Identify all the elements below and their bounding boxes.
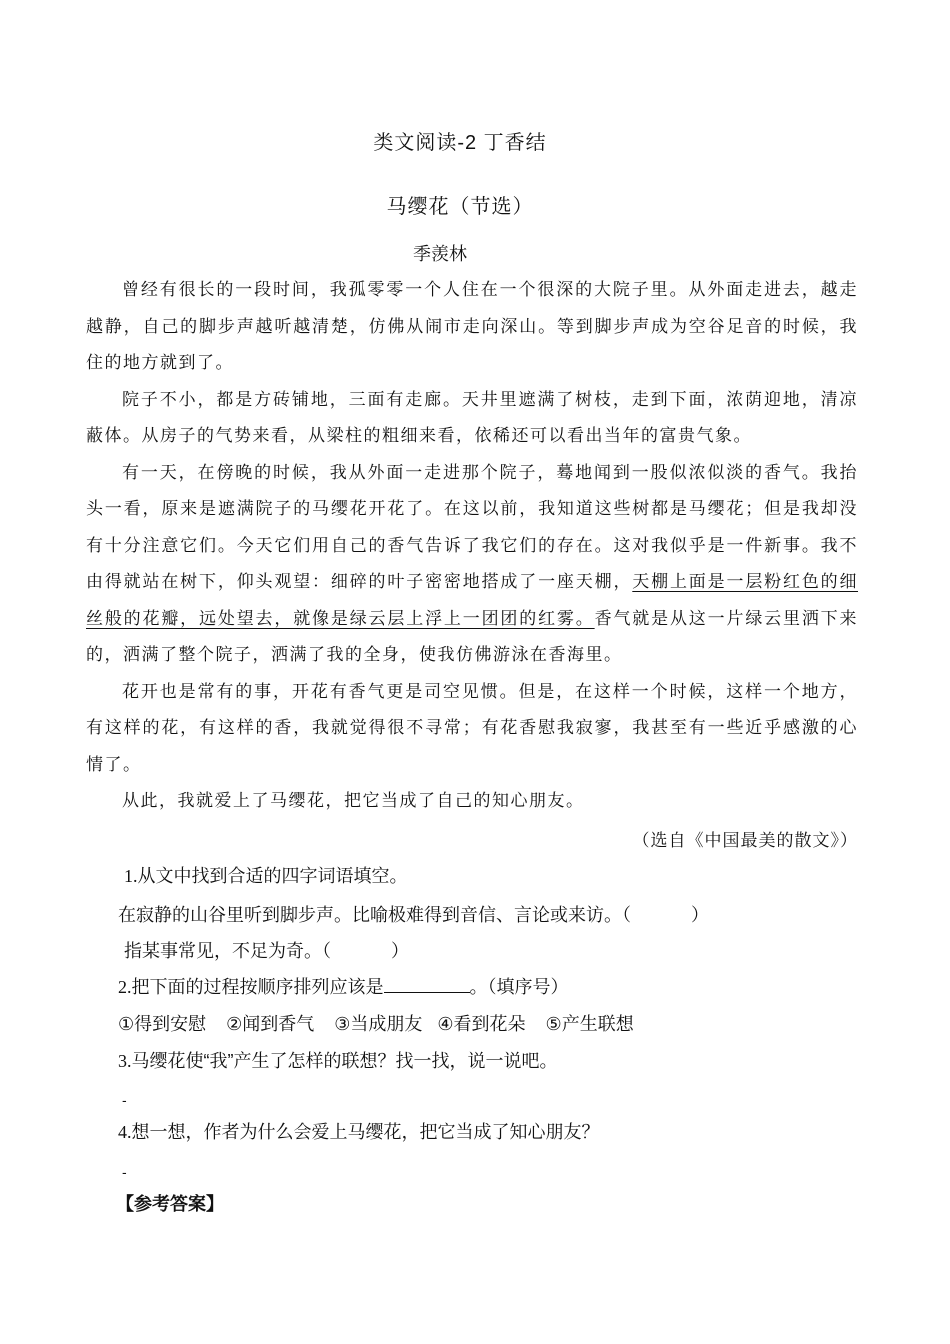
question-number: 2. <box>118 977 132 997</box>
question-2 <box>118 973 569 999</box>
question-text: 。（填序号） <box>469 977 569 997</box>
question-text: 想一想，作者为什么会爱上马缨花，把它当成了知心朋友？ <box>131 1122 600 1142</box>
article-paragraph: 从此，我就爱上了马缨花，把它当成了自己的知心朋友。 <box>122 791 585 810</box>
question-4 <box>118 1118 600 1144</box>
article-paragraph-3 <box>86 455 858 674</box>
paragraph-text: 香气就是从这一片绿云里洒下来的，洒满了整个院子，洒满了我的全身，使我仿佛游泳在香海里。 <box>86 608 859 664</box>
question-1 <box>124 862 408 888</box>
answer-heading: 【参考答案】 <box>116 1194 224 1214</box>
answer-blank[interactable] <box>384 978 470 993</box>
question-number: 4. <box>118 1122 132 1142</box>
question-text: 马缨花使“我”产生了怎样的联想？找一找，说一说吧。 <box>131 1051 558 1071</box>
answer-line-marker: - <box>122 1164 127 1180</box>
question-text: 从文中找到合适的四字词语填空。 <box>137 866 408 886</box>
article-paragraph: 曾经有很长的一段时间，我孤零零一个人住在一个很深的大院子里。从外面走进去，越走越静，自己的脚步声越听越清楚，仿佛从闹市走向深山。等到脚步声成为空谷足音的时候，我住的地方就到了。 <box>86 280 858 372</box>
article-source: （选自《中国最美的散文》） <box>632 831 858 850</box>
question-number: 1. <box>124 866 138 886</box>
question-2-options: ①得到安慰 ②闻到香气 ③当成朋友 ④看到花朵 ⑤产生联想 <box>118 1014 634 1034</box>
article-paragraph: 院子不小，都是方砖铺地，三面有走廊。天井里遮满了树枝，走到下面，浓荫迎地，清凉蔽体。从房子的气势来看，从梁柱的粗细来看，依稀还可以看出当年的富贵气象。 <box>86 389 858 445</box>
underlined-sentence: 天棚上面是一层粉红色的细丝般的花瓣，远处望去，就像是绿云层上浮上一团团的红雾。 <box>86 572 859 628</box>
question-number: 3. <box>118 1051 132 1071</box>
paragraph-text: 有一天，在傍晚的时候，我从外面一走进那个院子，蓦地闻到一股似浓似淡的香气。我抬头一看，原来是遮满院子的马缨花开花了。在这以前，我知道这些树都是马缨花；但是我却没有十分注意它们。今天它们用自己的香气告诉了我它们的存在。这对我似乎是一件新事。我不由得就站在树下，仰头观望：细碎的叶子密密地搭成了一座天棚， <box>86 462 858 591</box>
article-paragraph: 花开也是常有的事，开花有香气更是司空见惯。但是，在这样一个时候，这样一个地方，有这样的花，有这样的香，我就觉得很不寻常；有花香慰我寂寥，我甚至有一些近乎感激的心情了。 <box>86 681 858 774</box>
question-3 <box>118 1047 558 1073</box>
page-title: 类文阅读-2 丁香结 <box>373 132 547 154</box>
answer-line-marker: - <box>122 1092 127 1108</box>
question-1b: 指某事常见，不足为奇。（ ） <box>124 941 410 961</box>
question-text: 把下面的过程按顺序排列应该是 <box>131 977 384 997</box>
question-1a: 在寂静的山谷里听到脚步声。比喻极难得到音信、言论或来访。（ ） <box>118 905 710 925</box>
article-author: 季羡林 <box>413 244 467 264</box>
article-body <box>86 272 858 820</box>
article-title: 马缨花（节选） <box>386 196 534 218</box>
